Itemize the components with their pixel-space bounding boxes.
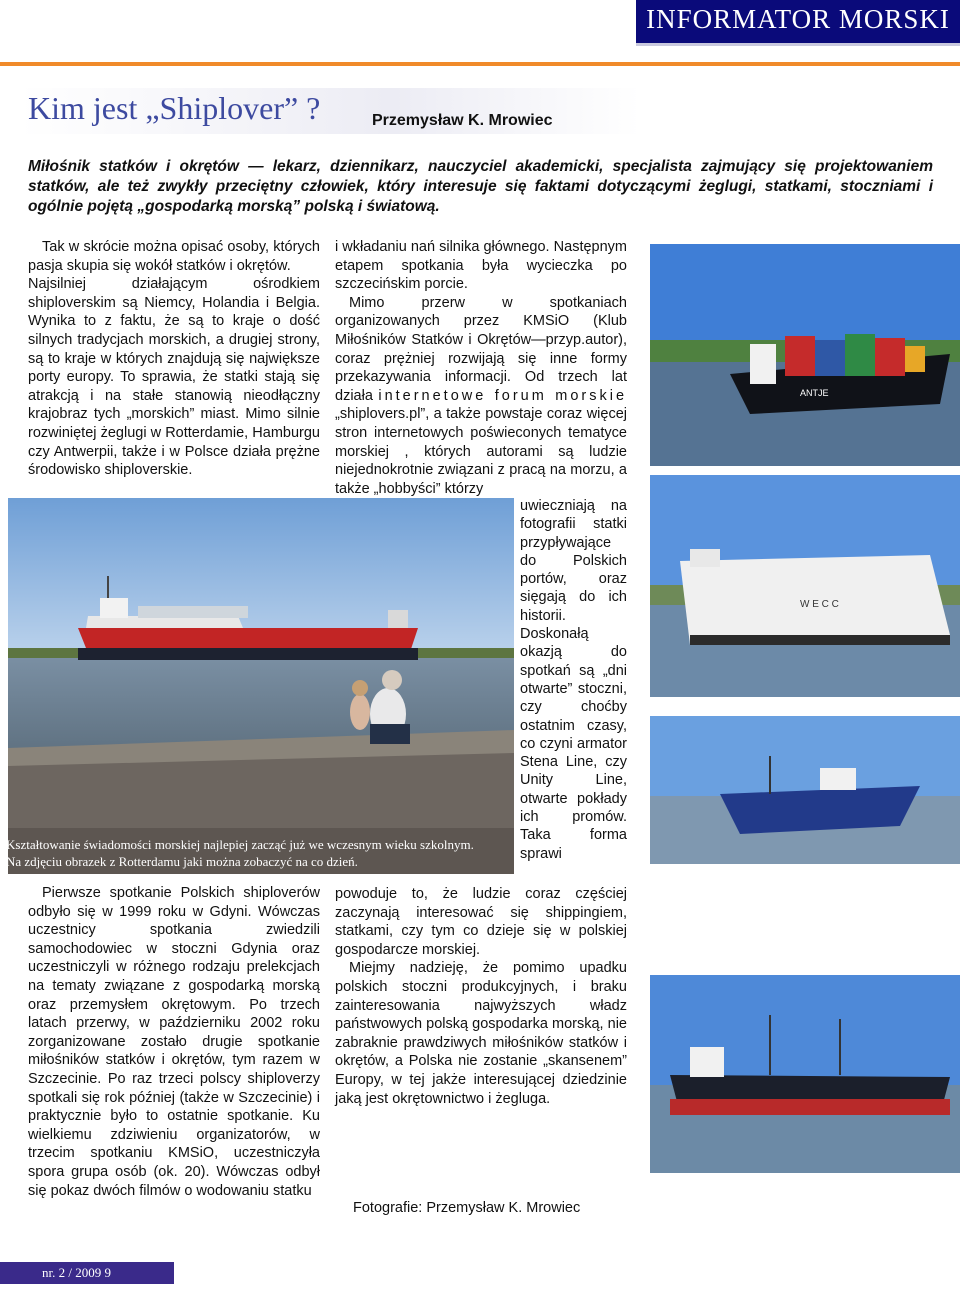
text-column-middle-bottom xyxy=(335,885,627,1108)
article-author: Przemysław K. Mrowiec xyxy=(372,112,553,129)
article-title: Kim jest „Shiplover” ? xyxy=(28,90,321,126)
paragraph-text: „shiplovers.pl”, a także powstaje coraz więcej stron internetowych poświeconych tematyce morskiej , których autorami są ludzie niejednokrotnie związani z pracą na morzu, a także „hobbyści” którzy xyxy=(335,406,627,497)
ship-photo-blue-cargo xyxy=(650,716,960,864)
magazine-title: INFORMATOR MORSKI xyxy=(646,4,950,34)
ship-name-antje: ANTJE xyxy=(800,388,829,398)
paragraph: Pierwsze spotkanie Polskich shiploverów odbyło się w 1999 roku w Gdyni. Wówczas uczestnicy spotkania zwiedzili samochodowiec w stoczni Gdynia oraz uczestniczyli w różnego rodzaju prelekcjach na tematy związane z gospodarką morską oraz przemysłem okrętowym. Po trzech latach przerwy, w październiku 2002 roku zorganizowane zostało drugie spotkanie miłośników statków i okrętów, tym razem w Szczecinie. Po raz trzeci polscy shiploverzy spotkali się rok później (także w Szczecinie) i praktycznie było to ostatnie spotkanie. Ku wielkiemu zdziwieniu organizatorów, w trzecim spotkaniu KMSiO, uczestniczyła spora grupa osób (ok. 20). Wówczas odbył się pokaz dwóch filmów o wodowaniu statku xyxy=(28,885,320,1199)
ship-photo-wecc xyxy=(650,475,960,697)
paragraph: Miejmy nadzieję, że pomimo upadku polskich stoczni produkcyjnych, i braku zainteresowania najwyższych władz państwowych polską gospodarka morską, nie zabraknie prawdziwych miłośników statków i okrętów, a Polska nie zostanie „skansenem” Europy, w tej jakże interesującej dziedzinie jaką jest okrętownictwo i żegluga. xyxy=(335,960,627,1107)
paragraph xyxy=(335,294,627,499)
text-column-left-top xyxy=(28,238,320,480)
paragraph: i wkładaniu nań silnika głównego. Następnym etapem spotkania była wycieczka po szczecińskim porcie. xyxy=(335,239,627,293)
photo-credit: Fotografie: Przemysław K. Mrowiec xyxy=(353,1200,581,1216)
article-lead: Miłośnik statków i okrętów — lekarz, dziennikarz, nauczyciel akademicki, specjalista zajmujący się projektowaniem statków, ale też zwykły przeciętny człowiek, który interesuje się faktami dotyczącymi żeglugi, statkami, stoczniami i ogólnie pojętą „gospodarką morską” polską i światową. xyxy=(28,158,933,215)
ship-photo-antje xyxy=(650,244,960,466)
paragraph-text: Mimo przerw w spotkaniach organizowanych przez KMSiO (Klub Miłośników Statków i Okrętów—przyp.autor), coraz prężniej rozwijają się inne formy przekazywania informacji. Od trzech lat działa xyxy=(335,294,627,404)
paragraph: powoduje to, że ludzie coraz częściej zaczynają interesować się shippingiem, statkami, czy tym co dzieje się w polskiej gospodarcze morskiej. xyxy=(335,886,627,958)
header-divider xyxy=(0,62,960,66)
rotterdam-photo xyxy=(8,498,514,874)
forum-name: internetowe forum morskie xyxy=(378,387,628,404)
ship-photo-red-cargo xyxy=(650,975,960,1173)
text-column-left-bottom xyxy=(28,884,320,1200)
ship-name-wecc: W E C C xyxy=(800,599,839,610)
paragraph: Tak w skrócie można opisać osoby, których pasja skupia się wokół statków i okrętów. xyxy=(28,239,320,274)
issue-page-number: nr. 2 / 2009 9 xyxy=(42,1265,111,1280)
photo-caption: Kształtowanie świadomości morskiej najlepiej zacząć już we wczesnym wieku szkolnym. Na zdjęciu obrazek z Rotterdamu jaki można zobaczyć na co dzień. xyxy=(6,837,474,869)
text-column-middle xyxy=(335,238,627,498)
text-column-narrow: uwieczniają na fotografii statki przypływające do Polskich portów, oraz sięgają do ich historii. Doskonałą okazją do spotkań są „dni otwarte” stoczni, czy choćby ostatnim czasy, co czyni armator Stena Line, czy Unity Line, otwarte pokłady ich promów. Taka forma sprawi xyxy=(520,498,627,862)
paragraph: Najsilniej działającym ośrodkiem shiploverskim są Niemcy, Holandia i Belgia. Wynika to z faktu, że są to kraje o dość silnych tradycjach morskich, a drugiej strony, są to kraje w których znajdują się największe porty europy. To sprawia, że statki stają się atrakcją i na stałe stanowią nieodłączny krajobraz tych „morskich” miast. Mimo silnie rozwiniętej żeglugi w Rotterdamie, Hamburgu czy Antwerpii, także i w Polsce działa prężne środowisko shiploverskie. xyxy=(28,276,320,479)
